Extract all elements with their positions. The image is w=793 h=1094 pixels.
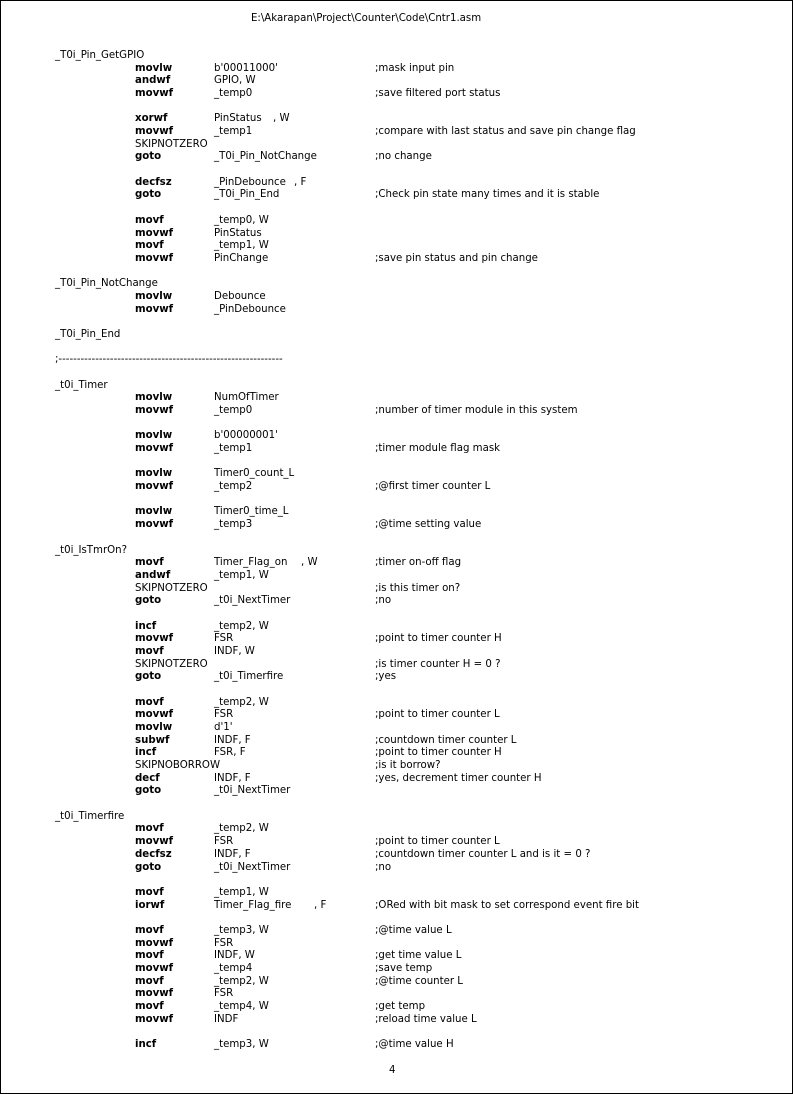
code-comment: ;point to timer counter L (375, 836, 500, 848)
instruction-mnemonic: goto (135, 189, 162, 201)
instruction-mnemonic: SKIPNOTZERO (135, 658, 208, 670)
operand-text: _temp1 (214, 443, 253, 455)
code-comment: ;is this timer on? (375, 582, 461, 594)
code-comment: ;save pin status and pin change (375, 252, 538, 264)
operand-text: _temp0, W (214, 214, 269, 226)
instruction-operand (214, 252, 314, 265)
operand-text: _temp2, W (214, 696, 269, 708)
instruction-mnemonic: SKIPNOTZERO (135, 582, 208, 594)
instruction-operand (214, 861, 314, 874)
code-comment: ;is it borrow? (375, 760, 441, 772)
instruction-mnemonic: movf (135, 924, 164, 936)
code-comment: ;@first timer counter L (375, 481, 491, 493)
code-comment: ;number of timer module in this system (375, 405, 578, 417)
instruction-operand (214, 74, 314, 87)
operand-text: Timer0_count_L (214, 468, 295, 480)
code-comment: ;no (375, 861, 392, 873)
instruction-operand (214, 214, 314, 227)
code-comment: ;@time value H (375, 1039, 454, 1051)
instruction-mnemonic: movwf (135, 633, 174, 645)
code-comment: ;yes, decrement timer counter H (375, 772, 542, 784)
instruction-operand (214, 391, 314, 404)
code-comment: ;point to timer counter L (375, 709, 500, 721)
operand-text: GPIO, W (214, 75, 256, 87)
instruction-mnemonic: movf (135, 557, 164, 569)
instruction-mnemonic: decfsz (135, 848, 172, 860)
instruction-operand (214, 1013, 314, 1026)
code-comment: ;point to timer counter H (375, 747, 502, 759)
operand-text: PinChange (214, 252, 269, 264)
operand-text: _temp2, W (214, 823, 269, 835)
instruction-operand (214, 822, 314, 835)
instruction-mnemonic: movf (135, 823, 164, 835)
operand-text: FSR (214, 709, 234, 721)
operand-text: INDF, F (214, 734, 251, 746)
code-label: _T0i_Pin_NotChange (55, 278, 158, 290)
operand-text: _T0i_Pin_NotChange (214, 151, 317, 163)
instruction-mnemonic: movf (135, 975, 164, 987)
instruction-operand (214, 569, 314, 582)
instruction-mnemonic: incf (135, 1039, 157, 1051)
instruction-operand (214, 150, 317, 163)
instruction-mnemonic: movlw (135, 468, 173, 480)
operand-text: _temp4, W (214, 1001, 269, 1012)
instruction-operand (214, 835, 314, 848)
instruction-operand (214, 620, 314, 633)
instruction-operand (214, 975, 314, 988)
instruction-mnemonic: movwf (135, 88, 174, 100)
file-path-header: E:\Akarapan\Project\Counter\Code\Cntr1.asm (251, 13, 482, 24)
instruction-operand (214, 708, 314, 721)
code-comment: ;no (375, 595, 392, 607)
instruction-mnemonic: incf (135, 747, 157, 759)
operand-text: _PinDebounce (214, 303, 286, 315)
instruction-mnemonic: movf (135, 1001, 164, 1012)
code-comment: ;get temp (375, 1001, 426, 1012)
instruction-operand (214, 556, 318, 569)
instruction-operand (214, 125, 314, 138)
instruction-mnemonic: movwf (135, 252, 174, 264)
instruction-operand (214, 772, 314, 785)
code-comment: ;ORed with bit mask to set correspond event fire bit (375, 899, 639, 911)
instruction-mnemonic: movf (135, 886, 164, 898)
operand-text: _temp2 (214, 481, 253, 493)
instruction-operand (214, 645, 314, 658)
code-comment: ;no change (375, 151, 432, 163)
operand-suffix: , W (301, 557, 318, 569)
operand-text: INDF, W (214, 645, 255, 657)
instruction-mnemonic: movlw (135, 62, 173, 74)
instruction-mnemonic: movlw (135, 430, 173, 442)
instruction-mnemonic: movwf (135, 962, 174, 974)
instruction-mnemonic: incf (135, 620, 157, 632)
operand-text: _t0i_NextTimer (214, 785, 291, 797)
operand-text: PinStatus (214, 113, 262, 125)
instruction-mnemonic: movf (135, 240, 164, 252)
operand-text: INDF (214, 1013, 239, 1025)
operand-text: PinStatus (214, 227, 262, 239)
operand-text: _t0i_NextTimer (214, 861, 291, 873)
operand-text: d'1' (214, 722, 233, 734)
code-comment: ;point to timer counter H (375, 633, 502, 645)
instruction-mnemonic: movwf (135, 443, 174, 455)
operand-text: INDF, F (214, 772, 251, 784)
instruction-operand (214, 188, 314, 201)
operand-text: FSR (214, 836, 234, 848)
code-comment: ;compare with last status and save pin change flag (375, 126, 636, 138)
instruction-mnemonic: movwf (135, 937, 174, 949)
instruction-mnemonic: andwf (135, 75, 171, 87)
code-label: _t0i_Timerfire (55, 810, 125, 822)
instruction-operand (214, 227, 314, 240)
instruction-mnemonic: subwf (135, 734, 170, 746)
operand-text: FSR (214, 633, 234, 645)
operand-text: _temp1, W (214, 240, 269, 252)
operand-text: b'00000001' (214, 430, 278, 442)
operand-text: INDF, F (214, 848, 251, 860)
instruction-mnemonic: iorwf (135, 899, 165, 911)
instruction-operand (214, 290, 314, 303)
operand-text: FSR (214, 988, 234, 1000)
operand-text: _t0i_Timerfire (214, 671, 284, 683)
operand-text: INDF, W (214, 950, 255, 962)
code-label: _T0i_Pin_End (55, 328, 121, 340)
operand-text: _temp1, W (214, 569, 269, 581)
instruction-mnemonic: movf (135, 214, 164, 226)
code-comment: ;timer on-off flag (375, 557, 462, 569)
instruction-operand (214, 176, 314, 189)
operand-suffix: , F (294, 176, 307, 188)
instruction-operand (214, 784, 314, 797)
instruction-operand (214, 987, 314, 1000)
instruction-mnemonic: goto (135, 151, 162, 163)
code-comment: ;reload time value L (375, 1013, 477, 1025)
operand-text: FSR (214, 937, 234, 949)
code-label: ;------------------------------------------------------------- (55, 354, 283, 366)
instruction-mnemonic: decf (135, 772, 160, 784)
instruction-mnemonic: movf (135, 950, 164, 962)
instruction-mnemonic: movwf (135, 405, 174, 417)
operand-text: _temp0 (214, 88, 253, 100)
instruction-operand (214, 518, 314, 531)
instruction-operand (214, 87, 314, 100)
operand-text: _PinDebounce (214, 176, 286, 188)
instruction-operand (214, 303, 314, 316)
instruction-mnemonic: goto (135, 671, 162, 683)
instruction-mnemonic: movwf (135, 836, 174, 848)
instruction-operand (214, 962, 314, 975)
instruction-operand (214, 442, 314, 455)
instruction-operand (214, 746, 314, 759)
instruction-mnemonic: SKIPNOTZERO (135, 138, 208, 150)
code-comment: ;save temp (375, 962, 433, 974)
instruction-mnemonic: andwf (135, 569, 171, 581)
instruction-operand (214, 1038, 314, 1051)
operand-text: b'00011000' (214, 62, 278, 74)
instruction-mnemonic: movlw (135, 392, 173, 404)
code-comment: ;countdown timer counter L (375, 734, 517, 746)
instruction-operand (214, 429, 314, 442)
operand-text: NumOfTimer (214, 392, 279, 404)
instruction-mnemonic: movlw (135, 722, 173, 734)
instruction-mnemonic: movwf (135, 481, 174, 493)
code-comment: ;@time counter L (375, 975, 463, 987)
code-comment: ;get time value L (375, 950, 462, 962)
instruction-operand (214, 480, 314, 493)
operand-text: Timer_Flag_fire (214, 899, 292, 911)
instruction-operand (214, 899, 327, 912)
instruction-operand (214, 670, 314, 683)
instruction-mnemonic: movwf (135, 126, 174, 138)
code-comment: ;countdown timer counter L and is it = 0 ? (375, 848, 591, 860)
instruction-operand (214, 594, 314, 607)
instruction-operand (214, 886, 314, 899)
instruction-operand (214, 721, 314, 734)
operand-text: _temp1 (214, 126, 253, 138)
code-comment: ;save filtered port status (375, 88, 501, 100)
instruction-operand (214, 696, 314, 709)
operand-text: _temp4 (214, 962, 253, 974)
page-number: 4 (389, 1065, 396, 1076)
instruction-operand (214, 848, 314, 861)
operand-text: _temp2, W (214, 975, 269, 987)
instruction-mnemonic: xorwf (135, 113, 168, 125)
operand-text: _temp0 (214, 405, 253, 417)
operand-text: _temp1, W (214, 886, 269, 898)
operand-text: _t0i_NextTimer (214, 595, 291, 607)
instruction-mnemonic: goto (135, 861, 162, 873)
operand-text: FSR, F (214, 747, 246, 759)
code-label: _t0i_IsTmrOn? (55, 544, 128, 556)
instruction-mnemonic: goto (135, 595, 162, 607)
code-comment: ;timer module flag mask (375, 443, 501, 455)
instruction-mnemonic: movf (135, 645, 164, 657)
operand-text: _temp3 (214, 519, 253, 531)
instruction-mnemonic: SKIPNOBORROW (135, 760, 221, 772)
instruction-mnemonic: movwf (135, 709, 174, 721)
operand-text: _temp3, W (214, 924, 269, 936)
operand-text: _T0i_Pin_End (214, 189, 280, 201)
instruction-operand (214, 505, 314, 518)
instruction-operand (214, 949, 314, 962)
instruction-operand (214, 112, 314, 125)
operand-text: Timer_Flag_on (214, 557, 288, 569)
operand-text: _temp3, W (214, 1039, 269, 1051)
instruction-mnemonic: movwf (135, 303, 174, 315)
instruction-mnemonic: movlw (135, 506, 173, 518)
instruction-operand (214, 734, 314, 747)
instruction-mnemonic: decfsz (135, 176, 172, 188)
code-comment: ;Check pin state many times and it is stable (375, 189, 600, 201)
instruction-operand (214, 937, 314, 950)
operand-text: _temp2, W (214, 620, 269, 632)
code-comment: ;mask input pin (375, 62, 455, 74)
instruction-mnemonic: goto (135, 785, 162, 797)
operand-suffix: , W (273, 113, 290, 125)
instruction-mnemonic: movwf (135, 1013, 174, 1025)
instruction-mnemonic: movlw (135, 290, 173, 302)
operand-text: Debounce (214, 290, 266, 302)
instruction-mnemonic: movwf (135, 988, 174, 1000)
instruction-operand (214, 467, 314, 480)
instruction-operand (214, 62, 314, 75)
operand-text: Timer0_time_L (214, 506, 289, 518)
instruction-operand (214, 404, 314, 417)
instruction-operand (214, 632, 314, 645)
instruction-operand (214, 239, 314, 252)
code-label: _T0i_Pin_GetGPIO (55, 50, 145, 61)
code-comment: ;is timer counter H = 0 ? (375, 658, 501, 670)
code-comment: ;yes (375, 671, 397, 683)
code-label: _t0i_Timer (55, 379, 108, 391)
instruction-mnemonic: movf (135, 696, 164, 708)
instruction-mnemonic: movwf (135, 227, 174, 239)
code-comment: ;@time value L (375, 924, 452, 936)
code-comment: ;@time setting value (375, 519, 482, 531)
instruction-operand (214, 1000, 314, 1013)
operand-suffix: , F (314, 899, 327, 911)
instruction-mnemonic: movwf (135, 519, 174, 531)
instruction-operand (214, 924, 314, 937)
